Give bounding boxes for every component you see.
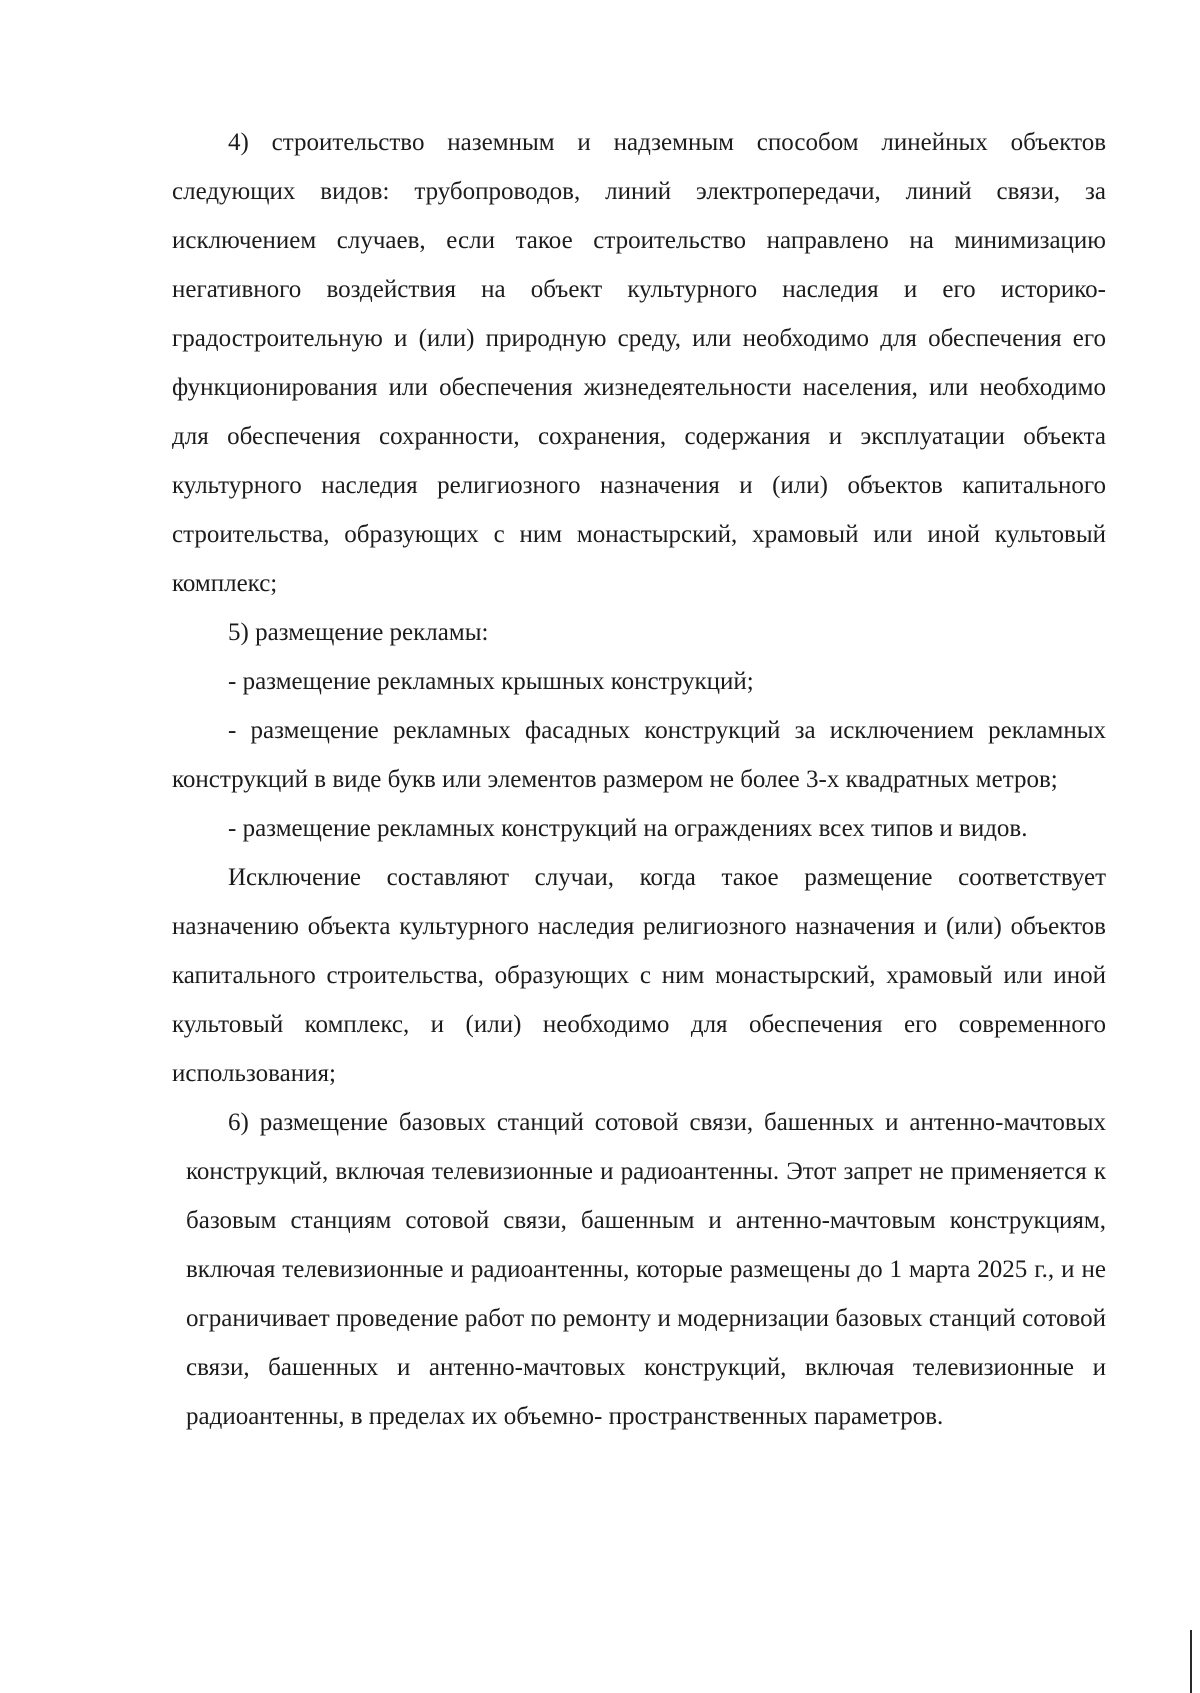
document-page <box>172 118 1106 1441</box>
paragraph-facade-constructions: - размещение рекламных фасадных конструкций за исключением рекламных конструкций в виде букв или элементов размером не более 3-х квадратных метров; <box>172 717 1106 793</box>
scan-edge-mark <box>1190 1630 1192 1693</box>
paragraph-fence-constructions: - размещение рекламных конструкций на ограждениях всех типов и видов. <box>228 815 1028 842</box>
paragraph-exception: Исключение составляют случаи, когда такое размещение соответствует назначению объекта культурного наследия религиозного назначения и (или) объектов капитального строительства, образующих с ним монастырский, храмовый или иной культовый комплекс, и (или) необходимо для обеспечения его современного использования; <box>172 864 1106 1087</box>
paragraph-base-stations: 6) размещение базовых станций сотовой связи, башенных и антенно-мачтовых конструкций, включая телевизионные и радиоантенны. Этот запрет не применяется к базовым станциям сотовой связи, башенным и антенно-мачтовым конструкциям, включая телевизионные и радиоантенны, которые размещены до 1 марта 2025 г., и не ограничивает проведение работ по ремонту и модернизации базовых станций сотовой связи, башенных и антенно-мачтовых конструкций, включая телевизионные и радиоантенны, в пределах их объемно- пространственных параметров. <box>186 1109 1106 1430</box>
paragraph-advertising-heading: 5) размещение рекламы: <box>228 619 489 646</box>
paragraph-roof-constructions: - размещение рекламных крышных конструкций; <box>228 668 754 695</box>
paragraph-linear-objects: 4) строительство наземным и надземным способом линейных объектов следующих видов: трубопроводов, линий электропередачи, линий связи, за исключением случаев, если такое строительство направлено на минимизацию негативного воздействия на объект культурного наследия и его историко-градостроительную и (или) природную среду, или необходимо для обеспечения его функционирования или обеспечения жизнедеятельности населения, или необходимо для обеспечения сохранности, сохранения, содержания и эксплуатации объекта культурного наследия религиозного назначения и (или) объектов капитального строительства, образующих с ним монастырский, храмовый или иной культовый комплекс; <box>172 129 1106 597</box>
